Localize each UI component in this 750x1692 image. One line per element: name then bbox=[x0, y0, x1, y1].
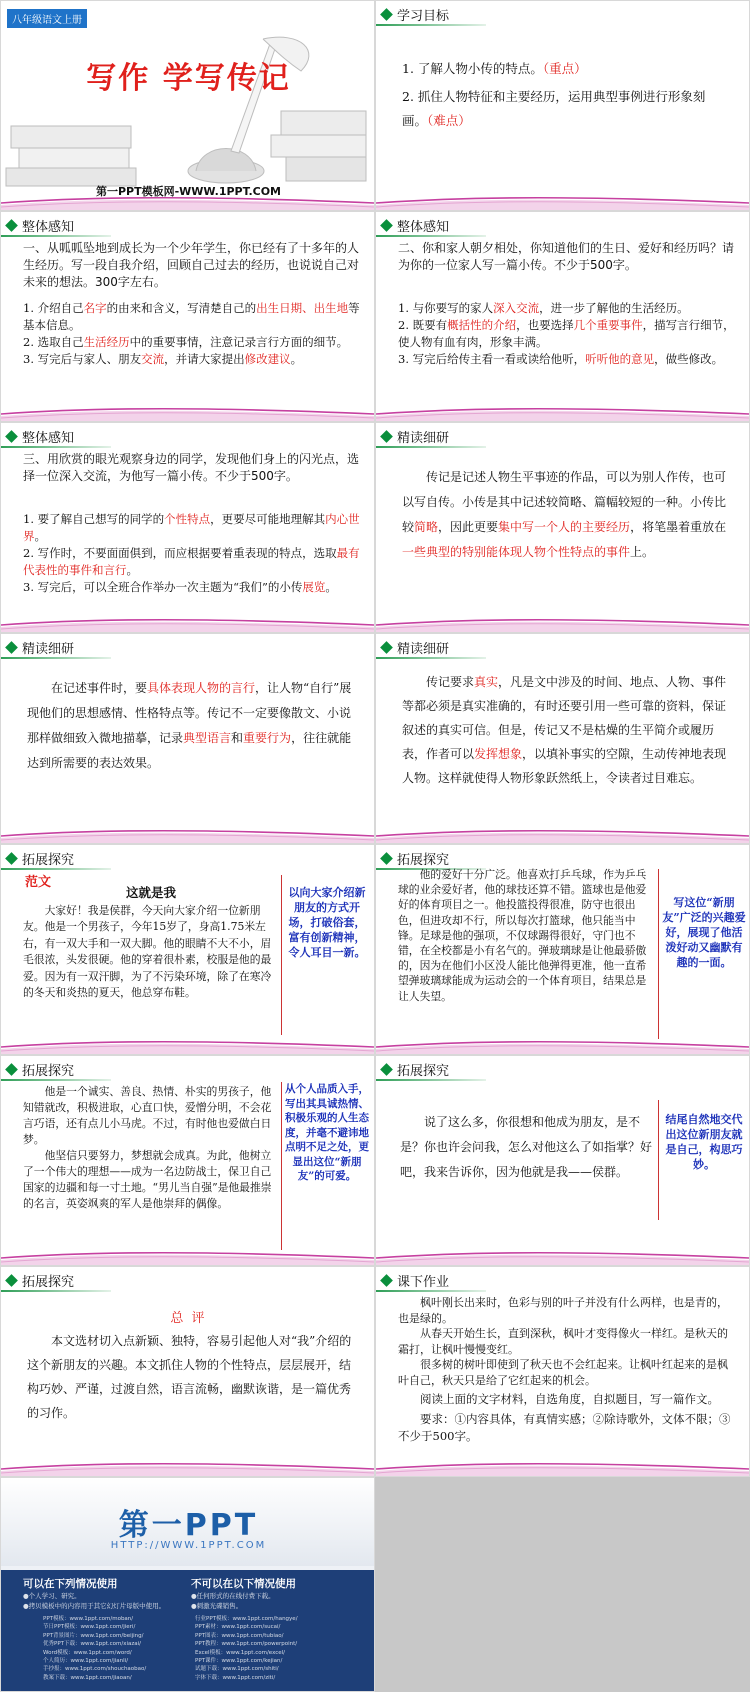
brand-slide[interactable] bbox=[0, 1477, 375, 1692]
resource-link[interactable]: PPT图表：www.1ppt.com/tubiao/ bbox=[195, 1632, 284, 1639]
section-header: 精读细研 bbox=[378, 638, 528, 656]
section-header: 整体感知 bbox=[3, 427, 153, 445]
task-intro: 三、用欣赏的眼光观察身边的同学，发现他们身上的闪光点，选择一位深入交流，为他写一篇小传。不少于500字。 bbox=[23, 452, 360, 483]
point-1: 1. 介绍自己名字的由来和含义，写清楚自己的出生日期、出生地等基本信息。 bbox=[23, 301, 360, 332]
links-left bbox=[43, 1615, 193, 1682]
resource-link[interactable]: 字体下载：www.1ppt.com/ziti/ bbox=[195, 1674, 276, 1681]
point-1: 1. 与你要写的家人深入交流，进一步了解他的生活经历。 bbox=[398, 301, 689, 315]
resource-link[interactable]: PPT素材：www.1ppt.com/sucai/ bbox=[195, 1624, 281, 1631]
slide-overall-2[interactable] bbox=[375, 211, 750, 422]
slide-learning-goals[interactable] bbox=[375, 0, 750, 211]
goal-1: 1. 了解人物小传的特点。（重点） bbox=[402, 61, 587, 76]
diamond-icon bbox=[5, 430, 18, 443]
diamond-icon bbox=[380, 430, 393, 443]
resource-link[interactable]: 行业PPT模板：www.1ppt.com/hangye/ bbox=[195, 1616, 298, 1622]
wave-decoration bbox=[1, 407, 374, 421]
task-intro: 二、你和家人朝夕相处，你知道他们的生日、爱好和经历吗？请为你的一位家人写一篇小传。不少于500字。 bbox=[398, 241, 735, 272]
can-use-item: ●个人学习、研究。 bbox=[23, 1592, 81, 1600]
section-header: 拓展探究 bbox=[378, 849, 528, 867]
wave-decoration bbox=[1, 1251, 374, 1265]
wave-decoration bbox=[1, 829, 374, 843]
essay-body: 大家好！我是侯群，今天向大家介绍一位新朋友。他是一个男孩子，今年15岁了，身高1.75米左右，有一双大手和一双大脚。他的眼睛不大不小，眉毛很浓，头发很硬。他的穿着很朴素，校服是他的最爱。因为有一双汗脚，为了不污染环境，除了在寒冷的冬天和炎热的夏天，他总穿布鞋。 bbox=[23, 904, 272, 1000]
slide-close-reading-2[interactable] bbox=[0, 633, 375, 844]
wave-decoration bbox=[376, 407, 749, 421]
margin-note: 以向大家介绍新朋友的方式开场，打破俗套，富有创新精神，令人耳目一新。 bbox=[288, 886, 366, 959]
resource-link[interactable]: Word模板：www.1ppt.com/word/ bbox=[43, 1649, 132, 1656]
diamond-icon bbox=[5, 852, 18, 865]
diamond-icon bbox=[5, 1274, 18, 1287]
wave-decoration bbox=[376, 1462, 749, 1476]
goal-2: 2. 抓住人物特征和主要经历，运用典型事例进行形象刻画。（难点） bbox=[402, 89, 706, 128]
slide-extension-4[interactable] bbox=[375, 1055, 750, 1266]
usage-panel bbox=[1, 1570, 375, 1692]
wave-decoration bbox=[1, 196, 374, 210]
brand-banner bbox=[1, 1478, 375, 1566]
cover-slide[interactable] bbox=[0, 0, 375, 211]
point-2: 2. 选取自己生活经历中的重要事情，注意记录言行方面的细节。 bbox=[23, 335, 349, 349]
essay-title: 这就是我 bbox=[125, 885, 176, 900]
essay-paragraph: 他是一个诚实、善良、热情、朴实的男孩子，他知错就改，积极进取，心直口快，爱憎分明，不会花言巧语，还有点儿小马虎。不过，有时他也爱做白日梦。 bbox=[23, 1085, 272, 1146]
material-paragraph: 枫叶刚长出来时，色彩与别的叶子并没有什么两样，也是青的，也是绿的。 bbox=[398, 1296, 728, 1325]
slide-extension-5[interactable] bbox=[0, 1266, 375, 1477]
section-header: 整体感知 bbox=[378, 216, 528, 234]
brand-url[interactable]: HTTP://WWW.1PPT.COM bbox=[110, 1540, 267, 1551]
resource-link[interactable]: 节日PPT模板：www.1ppt.com/jieri/ bbox=[43, 1624, 136, 1631]
diamond-icon bbox=[380, 852, 393, 865]
diamond-icon bbox=[380, 8, 393, 21]
wave-decoration bbox=[376, 829, 749, 843]
resource-link[interactable]: 优秀PPT下载：www.1ppt.com/xiazai/ bbox=[43, 1641, 142, 1648]
diamond-icon bbox=[5, 219, 18, 232]
wave-decoration bbox=[376, 618, 749, 632]
slide-close-reading-1[interactable] bbox=[375, 422, 750, 633]
point-3: 3. 写完后，可以全班合作举办一次主题为“我们”的小传展览。 bbox=[23, 580, 337, 594]
section-header: 整体感知 bbox=[3, 216, 153, 234]
resource-link[interactable]: Excel模板：www.1ppt.com/excel/ bbox=[195, 1649, 286, 1656]
cannot-use-item: ●刺激光碟销售。 bbox=[191, 1602, 243, 1610]
wave-decoration bbox=[1, 1040, 374, 1054]
paragraph: 在记述事件时，要具体表现人物的言行，让人物“自行”展现他们的思想感情、性格特点等。传记不一定要像散文、小说那样做细致入微地描摹，记录典型语言和重要行为，往往就能达到所需要的表达效果。 bbox=[27, 681, 352, 770]
essay-body: 说了这么多，你很想和他成为朋友，是不是？你也许会问我，怎么对他这么了如指掌？好吧，我来告诉你，因为他就是我——侯群。 bbox=[400, 1115, 653, 1179]
resource-link[interactable]: PPT模板：www.1ppt.com/moban/ bbox=[43, 1616, 134, 1622]
section-header: 精读细研 bbox=[3, 638, 153, 656]
paragraph: 传记要求真实，凡是文中涉及的时间、地点、人物、事件等都必须是真实准确的，有时还要引用一些可靠的资料，保证叙述的真实可信。但是，传记又不是枯燥的生平简介或履历表，作者可以发挥想象，以填补事实的空隙，生动传神地表现人物。这样就使得人物形象跃然纸上，令读者过目难忘。 bbox=[402, 675, 727, 785]
wave-decoration bbox=[376, 196, 749, 210]
point-3: 3. 写完后与家人、朋友交流，并请大家提出修改建议。 bbox=[23, 352, 303, 366]
task-requirements: 要求：①内容具体，有真情实感；②除诗歌外，文体不限；③不少于500字。 bbox=[398, 1412, 731, 1443]
watermark-text: 第一PPT模板网-WWW.1PPT.COM bbox=[95, 185, 282, 198]
slide-close-reading-3[interactable] bbox=[375, 633, 750, 844]
slide-extension-1[interactable] bbox=[0, 844, 375, 1055]
empty-area bbox=[375, 1477, 750, 1692]
slide-extension-2[interactable] bbox=[375, 844, 750, 1055]
resource-link[interactable]: PPT背景图片：www.1ppt.com/beijing/ bbox=[43, 1632, 144, 1639]
section-header: 精读细研 bbox=[378, 427, 528, 445]
wave-decoration bbox=[376, 1251, 749, 1265]
essay-body: 他的爱好十分广泛。他喜欢打乒乓球，作为乒乓球的业余爱好者，他的球技还算不错。篮球也是他爱好的体育项目之一。他投篮投得很准，防守也很出色，但进攻却不行，所以每次打篮球，他只能当中锋。足球是他的强项，不仅球踢得很好，守门也不错，在全校都是小有名气的。弹玻璃球是让他最骄傲的，因为在他们小区没人能比他弹得更准，他一直希望弹玻璃球能成为运动会的一个体育项目，结果总是让人失望。 bbox=[398, 868, 647, 1003]
section-header: 学习目标 bbox=[378, 5, 528, 23]
brand-logo: 第一PPT bbox=[118, 1508, 259, 1543]
review-body: 本文选材切入点新颖、独特，容易引起他人对“我”介绍的这个新朋友的兴趣。本文抓住人物的个性特点，层层展开，结构巧妙、严谨，过渡自然，语言流畅，幽默诙谐，是一篇优秀的习作。 bbox=[27, 1334, 352, 1420]
resource-link[interactable]: 个人简历：www.1ppt.com/jianli/ bbox=[43, 1658, 129, 1665]
essay-paragraph: 他坚信只要努力，梦想就会成真。为此，他树立了一个伟大的理想——成为一名边防战士，保卫自己国家的边疆和每一寸土地。“男儿当自强”是他最推崇的名言，英姿飒爽的军人是他崇拜的偶像。 bbox=[23, 1149, 272, 1210]
slide-extension-3[interactable] bbox=[0, 1055, 375, 1266]
resource-link[interactable]: 手抄报：www.1ppt.com/shouchaobao/ bbox=[43, 1666, 147, 1673]
can-use-title: 可以在下列情况使用 bbox=[23, 1578, 118, 1590]
wave-decoration bbox=[1, 618, 374, 632]
diamond-icon bbox=[5, 1063, 18, 1076]
cannot-use-title: 不可以在以下情况使用 bbox=[191, 1578, 296, 1590]
section-header: 拓展探究 bbox=[378, 1060, 528, 1078]
material-paragraph: 从春天开始生长，直到深秋，枫叶才变得像火一样红。是秋天的霜打，让枫叶慢慢变红。 bbox=[398, 1327, 728, 1356]
section-header: 拓展探究 bbox=[3, 849, 153, 867]
diamond-icon bbox=[380, 641, 393, 654]
point-2: 2. 既要有概括性的介绍，也要选择几个重要事件，描写言行细节，使人物有血有肉，形象丰满。 bbox=[398, 318, 735, 349]
diamond-icon bbox=[380, 219, 393, 232]
sample-label: 范文 bbox=[25, 875, 52, 890]
margin-note: 结尾自然地交代出这位新朋友就是自己，构思巧妙。 bbox=[665, 1113, 743, 1171]
point-1: 1. 要了解自己想写的同学的个性特点，更要尽可能地理解其内心世界。 bbox=[23, 512, 360, 543]
wave-decoration bbox=[1, 1462, 374, 1476]
section-header: 课下作业 bbox=[378, 1271, 528, 1289]
task-instruction: 阅读上面的文字材料，自选角度，自拟题目，写一篇作文。 bbox=[420, 1392, 719, 1406]
section-header: 拓展探究 bbox=[3, 1271, 153, 1289]
margin-note: 从个人品质入手，写出其具诚热情、积极乐观的人生态度，并毫不避讳地点明不足之处，更显出这位“新朋友”的可爱。 bbox=[285, 1083, 369, 1182]
resource-link[interactable]: 教案下载：www.1ppt.com/jiaoan/ bbox=[43, 1674, 132, 1681]
task-intro: 一、从呱呱坠地到成长为一个少年学生，你已经有了十多年的人生经历。写一段自我介绍，回顾自己过去的经历，也说说自己对未来的想法。300字左右。 bbox=[23, 241, 360, 289]
wave-decoration bbox=[376, 1040, 749, 1054]
review-title: 总 评 bbox=[170, 1311, 207, 1326]
grade-badge: 八年级语文上册 bbox=[7, 9, 87, 28]
resource-link[interactable]: PPT教程：www.1ppt.com/powerpoint/ bbox=[195, 1641, 298, 1648]
resource-link[interactable]: PPT课件：www.1ppt.com/kejian/ bbox=[195, 1658, 283, 1665]
diamond-icon bbox=[380, 1063, 393, 1076]
point-3: 3. 写完后给传主看一看或读给他听，听听他的意见，做些修改。 bbox=[398, 352, 724, 366]
slide-homework[interactable] bbox=[375, 1266, 750, 1477]
point-2: 2. 写作时，不要面面俱到，而应根据要着重表现的特点，选取最有代表性的事件和言行。 bbox=[23, 546, 360, 577]
paragraph: 传记是记述人物生平事迹的作品，可以为别人作传，也可以写自传。小传是其中记述较简略、篇幅较短的一种。小传比较简略，因此更要集中写一个人的主要经历，将笔墨着重放在一些典型的特别能体现人物个性特点的事件上。 bbox=[402, 470, 727, 559]
resource-link[interactable]: 试题下载：www.1ppt.com/shiti/ bbox=[195, 1666, 279, 1673]
section-header: 拓展探究 bbox=[3, 1060, 153, 1078]
slide-overall-3[interactable] bbox=[0, 422, 375, 633]
margin-note: 写这位“新朋友”广泛的兴趣爱好，展现了他活泼好动又幽默有趣的一面。 bbox=[662, 896, 746, 969]
diamond-icon bbox=[380, 1274, 393, 1287]
material-paragraph: 很多树的树叶即使到了秋天也不会红起来。让枫叶红起来的是枫叶自己，秋天只是给了它红起来的机会。 bbox=[398, 1358, 728, 1387]
diamond-icon bbox=[5, 641, 18, 654]
slide-overall-1[interactable] bbox=[0, 211, 375, 422]
links-right bbox=[195, 1615, 365, 1682]
cover-title: 写作 学写传记 bbox=[86, 61, 291, 96]
cannot-use-item: ●任何形式的在线付费下载。 bbox=[191, 1592, 275, 1600]
can-use-item: ●拷贝模板中的内容用于其它幻灯片母版中使用。 bbox=[23, 1602, 166, 1610]
